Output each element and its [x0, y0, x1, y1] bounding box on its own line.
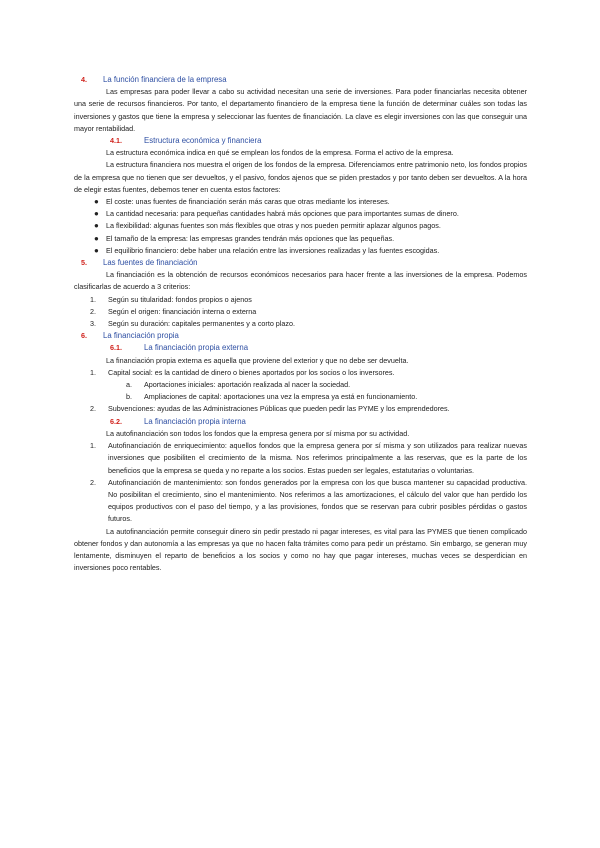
heading-number: 6.1.	[110, 343, 122, 353]
external-financing-list	[74, 367, 527, 379]
heading-section-5	[74, 257, 527, 269]
bullet-icon: ●	[94, 245, 99, 255]
list-item	[94, 208, 527, 220]
criteria-list	[74, 294, 527, 331]
heading-title: La función financiera de la empresa	[103, 75, 227, 84]
external-financing-list-cont	[74, 403, 527, 415]
list-item	[94, 220, 527, 232]
heading-section-6	[74, 330, 527, 342]
heading-section-6-2	[74, 416, 527, 428]
list-item-text: La cantidad necesaria: para pequeñas cantidades habrá más opciones que para importantes sumas de dinero.	[106, 209, 459, 219]
list-item-text: Subvenciones: ayudas de las Administraciones Públicas que pueden pedir las PYME y los emprendedores.	[108, 404, 450, 414]
bullet-icon: ●	[94, 233, 99, 243]
list-item	[94, 233, 527, 245]
paragraph: La financiación es la obtención de recursos económicos necesarios para hacer frente a las inversiones de la empresa. Podemos clasificarlas de acuerdo a 3 criterios:	[74, 270, 527, 292]
paragraph: Las empresas para poder llevar a cabo su actividad necesitan una serie de inversiones. Para poder financiarlas necesita obtener una serie de recursos financieros. Por tanto, el departamento financiero de la empresa tiene la función de determinar cuáles son todas las inversiones y gastos que tiene la empresa y seleccionar las fuentes de financiación. La clave es elegir inversiones con las que conseguir una mayor rentabilidad.	[74, 87, 527, 133]
list-number: 2.	[90, 404, 96, 414]
list-item	[90, 318, 527, 330]
heading-title: Estructura económica y financiera	[144, 136, 262, 146]
list-item-text: La flexibilidad: algunas fuentes son más flexibles que otras y nos pueden permitir aplazar algunos pagos.	[106, 221, 441, 231]
list-number: 2.	[90, 306, 96, 316]
list-item-text: El coste: unas fuentes de financiación serán más caras que otras mediante los intereses.	[106, 197, 390, 207]
internal-financing-list	[74, 440, 527, 525]
list-item-text: Ampliaciones de capital: aportaciones una vez la empresa ya está en funcionamiento.	[144, 392, 418, 402]
list-number: 3.	[90, 319, 96, 329]
list-item	[108, 379, 527, 391]
bullet-icon: ●	[94, 209, 99, 219]
list-item	[90, 403, 527, 415]
list-number: 2.	[90, 477, 96, 487]
paragraph: La estructura económica indica en qué se emplean los fondos de la empresa. Forma el activo de la empresa.	[106, 148, 454, 158]
document-body	[74, 74, 527, 574]
list-item	[94, 245, 527, 257]
bullet-icon: ●	[94, 197, 99, 207]
list-item-text: Capital social: es la cantidad de dinero o bienes aportados por los socios o los inversores.	[108, 367, 395, 377]
paragraph: La autofinanciación permite conseguir dinero sin pedir prestado ni pagar intereses, es vital para las PYMES que tienen complicado obtener fondos y dan autonomía a las empresas ya que no hacen falta trámites como para pedir un préstamo. Sin embargo, se generan muy lentamente, disminuyen el reparto de beneficios a los socios y como no hay que pagar intereses, muchas veces se desperdician en inversiones poco rentables.	[74, 526, 527, 573]
list-item	[90, 477, 527, 526]
factor-list	[74, 196, 527, 257]
list-number: 1.	[90, 441, 96, 451]
heading-section-4	[74, 74, 527, 86]
list-item	[90, 294, 527, 306]
paragraph: La estructura financiera nos muestra el origen de los fondos de la empresa. Diferenciamos entre patrimonio neto, los fondos propios de la empresa que no tienen que ser devueltos, y el pasivo, fondos ajenos que se piden prestados y por tanto deben ser devueltos. A la hora de elegir estas fuentes, debemos tener en cuenta estos factores:	[74, 160, 527, 194]
heading-title: La financiación propia externa	[144, 343, 249, 353]
list-item-text: Según el origen: financiación interna o externa	[108, 306, 257, 316]
heading-section-4-1	[74, 135, 527, 147]
list-item	[90, 440, 527, 477]
heading-section-6-1	[74, 342, 527, 354]
list-item-text: El tamaño de la empresa: las empresas grandes tendrán más opciones que las pequeñas.	[106, 233, 395, 243]
paragraph: La autofinanciación son todos los fondos que la empresa genera por sí misma por su actividad.	[106, 428, 410, 438]
list-item-text: Según su titularidad: fondos propios o ajenos	[108, 294, 252, 304]
paragraph: La financiación propia externa es aquella que proviene del exterior y que no debe ser devuelta.	[106, 355, 409, 365]
list-item-text: Autofinanciación de mantenimiento: son fondos generados por la empresa con los que busca mantener su capacidad productiva. No posibilitan el crecimiento, sino el mantenimiento. Nos referimos a las amortizaciones, el cálculo del valor que han perdido los equipos productivos con el paso del tiempo, y a las provisiones, fondos que se reservan para cubrir posibles pérdidas o gastos futuros.	[108, 477, 527, 524]
list-item	[94, 196, 527, 208]
heading-number: 6.2.	[110, 416, 122, 426]
list-item	[90, 306, 527, 318]
list-letter: b.	[126, 392, 132, 402]
heading-number: 6.	[81, 331, 87, 341]
list-number: 1.	[90, 294, 96, 304]
list-item-text: El equilibrio financiero: debe haber una relación entre las inversiones realizadas y las fuentes escogidas.	[106, 245, 440, 255]
list-letter: a.	[126, 380, 132, 390]
capital-social-sublist	[74, 379, 527, 403]
heading-number: 4.1.	[110, 136, 122, 146]
list-item	[90, 367, 527, 379]
list-item-text: Autofinanciación de enriquecimiento: aquellos fondos que la empresa genera por sí misma y son utilizados para realizar nuevas inversiones que posibiliten el crecimiento de la misma. Nos referimos principalmente a las reservas, que es la parte de los beneficios que la empresa se queda y no reparte a los socios. Estas pueden ser legales, estatutarias o voluntarias.	[108, 441, 527, 475]
heading-title: La financiación propia interna	[144, 416, 246, 426]
heading-title: Las fuentes de financiación	[103, 258, 198, 268]
heading-number: 4.	[81, 75, 87, 84]
list-item	[108, 391, 527, 403]
list-number: 1.	[90, 367, 96, 377]
list-item-text: Aportaciones iniciales: aportación realizada al nacer la sociedad.	[144, 380, 351, 390]
heading-number: 5.	[81, 258, 87, 268]
list-item-text: Según su duración: capitales permanentes y a corto plazo.	[108, 319, 295, 329]
heading-title: La financiación propia	[103, 331, 179, 341]
bullet-icon: ●	[94, 221, 99, 231]
